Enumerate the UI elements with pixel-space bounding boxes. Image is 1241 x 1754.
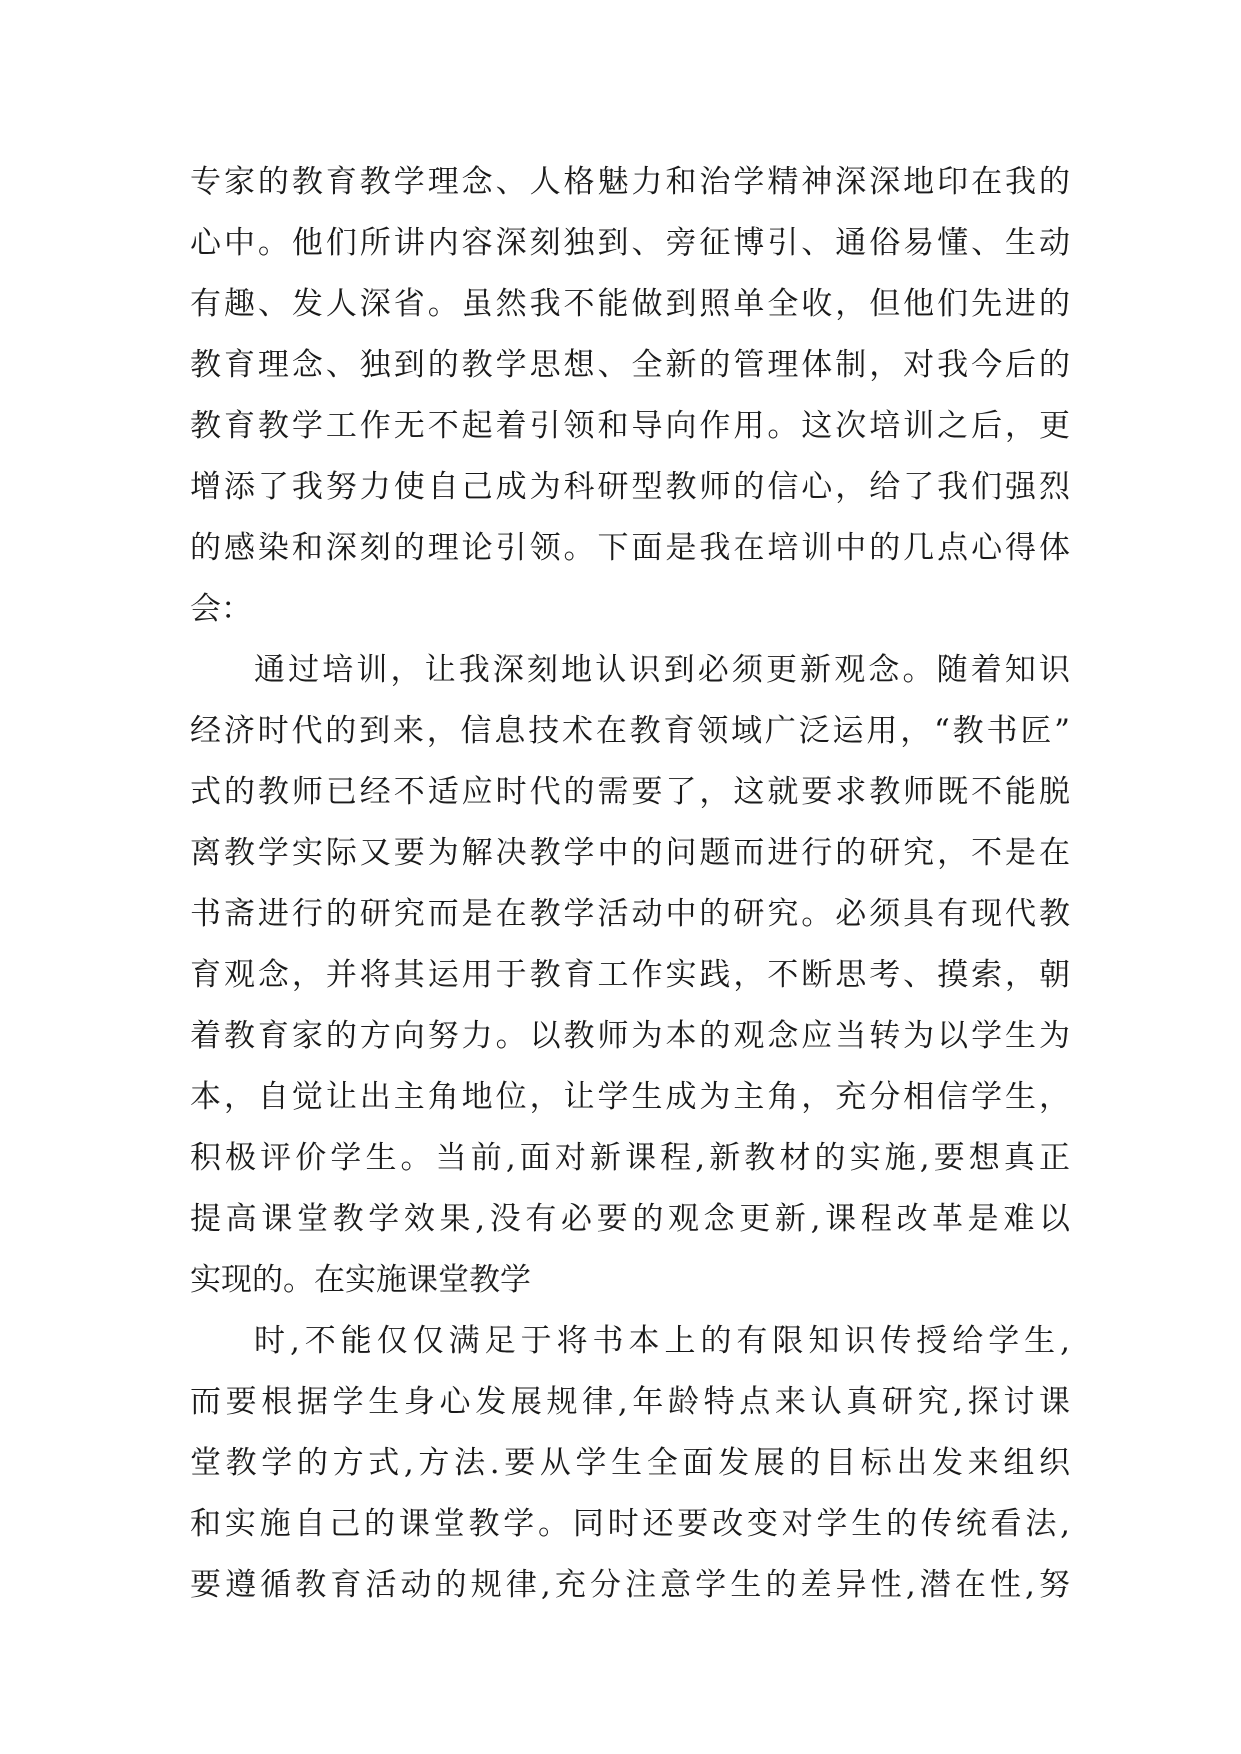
- text-line: 本，自觉让出主角地位，让学生成为主角，充分相信学生，: [190, 1079, 1070, 1115]
- text-line: 书斋进行的研究而是在教学活动中的研究。必须具有现代教: [190, 896, 1070, 932]
- text-line: 育观念，并将其运用于教育工作实践，不断思考、摸索，朝: [190, 957, 1070, 993]
- paragraph-first-line: 时,不能仅仅满足于将书本上的有限知识传授给学生,: [254, 1323, 1070, 1359]
- text-line: 离教学实际又要为解决教学中的问题而进行的研究，不是在: [190, 835, 1070, 871]
- text-line: 专家的教育教学理念、人格魅力和治学精神深深地印在我的: [190, 164, 1070, 200]
- text-line: 教育教学工作无不起着引领和导向作用。这次培训之后，更: [190, 408, 1070, 444]
- text-line: 经济时代的到来，信息技术在教育领域广泛运用，“教书匠”: [190, 713, 1070, 749]
- text-line: 提高课堂教学效果,没有必要的观念更新,课程改革是难以: [190, 1201, 1070, 1237]
- body-text: [190, 152, 1070, 1616]
- text-line: 积极评价学生。当前,面对新课程,新教材的实施,要想真正: [190, 1140, 1070, 1176]
- text-line: 着教育家的方向努力。以教师为本的观念应当转为以学生为: [190, 1018, 1070, 1054]
- text-line: 教育理念、独到的教学思想、全新的管理体制，对我今后的: [190, 347, 1070, 383]
- text-line: 会：: [190, 591, 252, 627]
- text-line: 心中。他们所讲内容深刻独到、旁征博引、通俗易懂、生动: [190, 225, 1070, 261]
- text-line: 和实施自己的课堂教学。同时还要改变对学生的传统看法,: [190, 1506, 1070, 1542]
- text-line: 堂教学的方式,方法.要从学生全面发展的目标出发来组织: [190, 1445, 1070, 1481]
- text-line: 要遵循教育活动的规律,充分注意学生的差异性,潜在性,努: [190, 1567, 1070, 1603]
- text-line: 的感染和深刻的理论引领。下面是我在培训中的几点心得体: [190, 530, 1070, 566]
- paragraph-first-line: 通过培训，让我深刻地认识到必须更新观念。随着知识: [254, 652, 1070, 688]
- text-line: 增添了我努力使自己成为科研型教师的信心，给了我们强烈: [190, 469, 1070, 505]
- text-line: 实现的。在实施课堂教学: [190, 1262, 531, 1298]
- text-line: 有趣、发人深省。虽然我不能做到照单全收，但他们先进的: [190, 286, 1070, 322]
- text-line: 式的教师已经不适应时代的需要了，这就要求教师既不能脱: [190, 774, 1070, 810]
- text-line: 而要根据学生身心发展规律,年龄特点来认真研究,探讨课: [190, 1384, 1070, 1420]
